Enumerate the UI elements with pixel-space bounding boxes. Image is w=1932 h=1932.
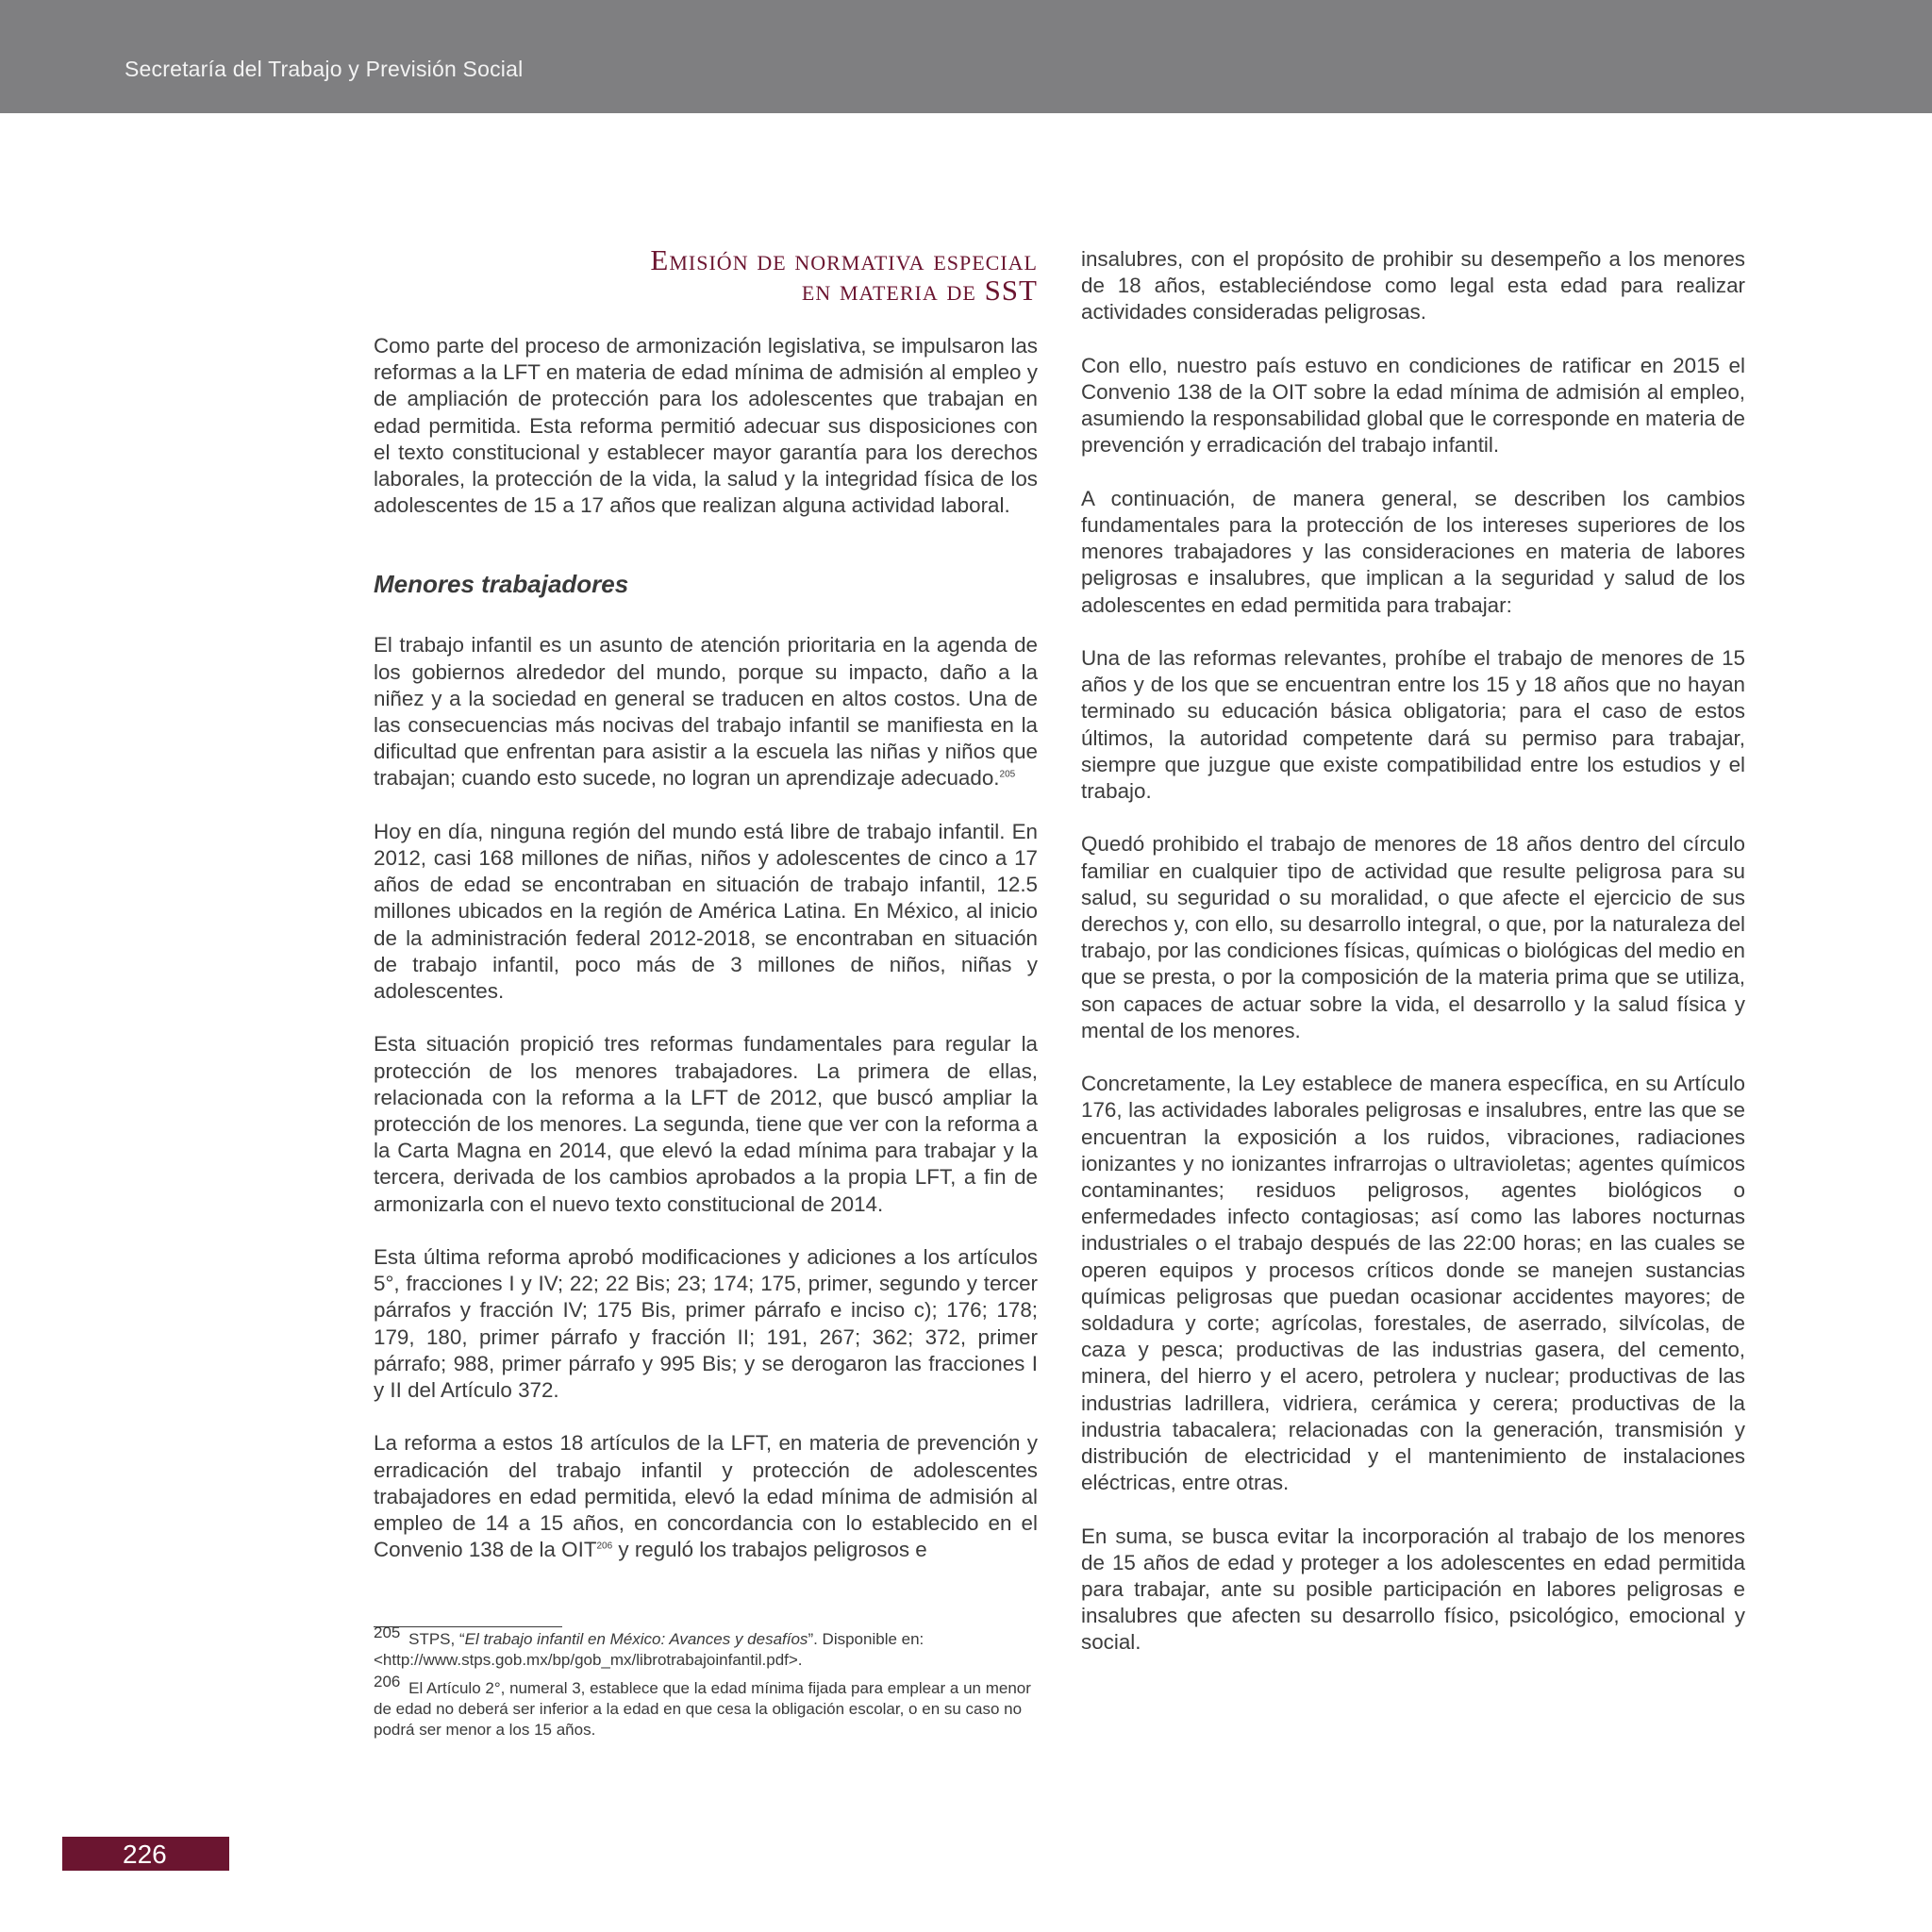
footnote-number: 205 [374,1624,401,1642]
page-number: 226 [123,1840,167,1869]
paragraph [374,1430,1038,1563]
footnotes [374,1624,1038,1748]
paragraph: insalubres, con el propósito de prohibir su desempeño a los menores de 18 años, estableciéndose como legal esta edad para realizar actividades consideradas peligrosas. [1081,247,1745,325]
footnote-text[interactable]: ”. Disponible en: <http://www.stps.gob.mx/bp/gob_mx/librotrabajoinfantil.pdf>. [374,1630,924,1669]
paragraph: En suma, se busca evitar la incorporación al trabajo de los menores de 15 años de edad y proteger a los adolescentes en edad permitida para trabajar, ante su posible participación en labores peligrosas e insalubres que afecten su desarrollo físico, psicológico, emocional y social. [1081,1524,1745,1655]
footnote-italic-title: El trabajo infantil en México: Avances y desafíos [464,1630,808,1648]
left-column [374,333,1038,1591]
footnote-ref-206[interactable]: 206 [596,1541,613,1552]
section-title-line-1: Emisión de normativa especial [650,243,1038,276]
footnote-206 [374,1673,1038,1740]
paragraph: Esta situación propició tres reformas fundamentales para regular la protección de los menores trabajadores. La primera de ellas, relacionada con la reforma a la LFT de 2012, que buscó ampliar la protección de los menores. La segunda, tiene que ver con la reforma a la Carta Magna en 2014, que elevó la edad mínima para trabajar y la tercera, derivada de los cambios aprobados a la propia LFT, a fin de armonizarla con el nuevo texto constitucional de 2014. [374,1032,1038,1216]
footnote-text: El Artículo 2°, numeral 3, establece que la edad mínima fijada para emplear a un menor de edad no deberá ser inferior a la edad en que cesa la obligación escolar, o en su caso no podrá ser menor a los 15 años. [374,1679,1031,1739]
header-title: Secretaría del Trabajo y Previsión Social [125,57,524,81]
right-column [1081,246,1745,1683]
paragraph: Esta última reforma aprobó modificaciones y adiciones a los artículos 5°, fracciones I y IV; 22; 22 Bis; 23; 174; 175, primer, segundo y tercer párrafos y fracción IV; 175 Bis, primer párrafo e inciso c); 176; 178; 179, 180, primer párrafo y fracción II; 191, 267; 362; 372, primer párrafo; 988, primer párrafo y 995 Bis; y se derogaron las fracciones I y II del Artículo 372. [374,1245,1038,1403]
paragraph: Como parte del proceso de armonización legislativa, se impulsaron las reformas a la LFT en materia de edad mínima de admisión al empleo y de ampliación de protección para los adolescentes que trabajan en edad permitida. Esta reforma permitió adecuar sus disposiciones con el texto constitucional y establecer mayor garantía para los derechos laborales, la protección de la vida, la salud y la integridad física de los adolescentes de 15 a 17 años que realizan alguna actividad laboral. [374,334,1038,518]
paragraph-text: La reforma a estos 18 artículos de la LFT, en materia de prevención y erradicación del trabajo infantil y protección de adolescentes trabajadores en edad permitida, elevó la edad mínima de admisión al empleo de 14 a 15 años, en concordancia con lo establecido en el Convenio 138 de la OIT [374,1431,1038,1562]
footnote-ref-205[interactable]: 205 [999,769,1016,780]
footnote-number: 206 [374,1673,401,1691]
paragraph: Con ello, nuestro país estuvo en condiciones de ratificar en 2015 el Convenio 138 de la OIT sobre la edad mínima de admisión al empleo, asumiendo la responsabilidad global que le corresponde en materia de prevención y erradicación del trabajo infantil. [1081,353,1745,458]
paragraph [374,632,1038,791]
section-title [374,245,1038,306]
paragraph-text: y reguló los trabajos peligrosos e [612,1538,927,1562]
paragraph: A continuación, de manera general, se describen los cambios fundamentales para la protección de los intereses superiores de los menores trabajadores y las consideraciones en materia de labores peligrosas e insalubres, que implican a la seguridad y salud de los adolescentes en edad permitida para trabajar: [1081,486,1745,617]
paragraph: Una de las reformas relevantes, prohíbe el trabajo de menores de 15 años y de los que se encuentran entre los 15 y 18 años que no hayan terminado su educación básica obligatoria; para el caso de estos últimos, la autoridad competente dará su permiso para trabajar, siempre que juzgue que existe compatibilidad entre los estudios y el trabajo. [1081,646,1745,804]
footnote-205 [374,1624,1038,1671]
paragraph: Quedó prohibido el trabajo de menores de 18 años dentro del círculo familiar en cualquier tipo de actividad que resulte peligrosa para su salud, su seguridad o su moralidad, o que afecte el ejercicio de sus derechos y, con ello, su desarrollo integral, o que, por la naturaleza del trabajo, por las condiciones físicas, químicas o biológicas del medio en que se presta, o por la composición de la materia prima que se utiliza, son capaces de actuar sobre la vida, el desarrollo y la salud física y mental de los menores. [1081,832,1745,1042]
paragraph-text: El trabajo infantil es un asunto de atención prioritaria en la agenda de los gobiernos alrededor del mundo, porque su impacto, daño a la niñez y a la sociedad en general se traducen en altos costos. Una de las consecuencias más nocivas del trabajo infantil se manifiesta en la dificultad que enfrentan para asistir a la escuela las niñas y niños que trabajan; cuando esto sucede, no logran un aprendizaje adecuado. [374,633,1038,791]
paragraph: Hoy en día, ninguna región del mundo está libre de trabajo infantil. En 2012, casi 168 millones de niñas, niños y adolescentes de cinco a 17 años de edad se encontraban en situación de trabajo infantil, 12.5 millones ubicados en la región de América Latina. En México, al inicio de la administración federal 2012-2018, se encontraban en situación de trabajo infantil, poco más de 3 millones de niños, niñas y adolescentes. [374,819,1038,1004]
footnote-text: STPS, “ [408,1630,465,1648]
paragraph: Concretamente, la Ley establece de manera específica, en su Artículo 176, las actividades laborales peligrosas e insalubres, entre las que se encuentran la exposición a los ruidos, vibraciones, radiaciones ionizantes y no ionizantes infrarrojas o ultravioletas; agentes químicos contaminantes; residuos peligrosos, agentes biológicos o enfermedades infecto contagiosas; así como las labores nocturnas industriales o el trabajo después de las 22:00 horas; en las cuales se operen equipos y procesos críticos donde se manejen sustancias químicas peligrosas que puedan ocasionar accidentes mayores; de soldadura y corte; agrícolas, forestales, de aserrado, silvícolas, de caza y pesca; productivas de las industrias gasera, del cemento, minera, del hierro y el acero, petrolera y nuclear; productivas de las industrias ladrillera, vidriera, cerámica y cerera; productivas de la industria tabacalera; relacionadas con la generación, transmisión y distribución de electricidad y el mantenimiento de instalaciones eléctricas, entre otras. [1081,1072,1745,1495]
footnote-divider [374,1626,562,1627]
subheading-menores-trabajadores: Menores trabajadores [374,570,629,599]
section-title-line-2: en materia de SST [801,274,1038,307]
